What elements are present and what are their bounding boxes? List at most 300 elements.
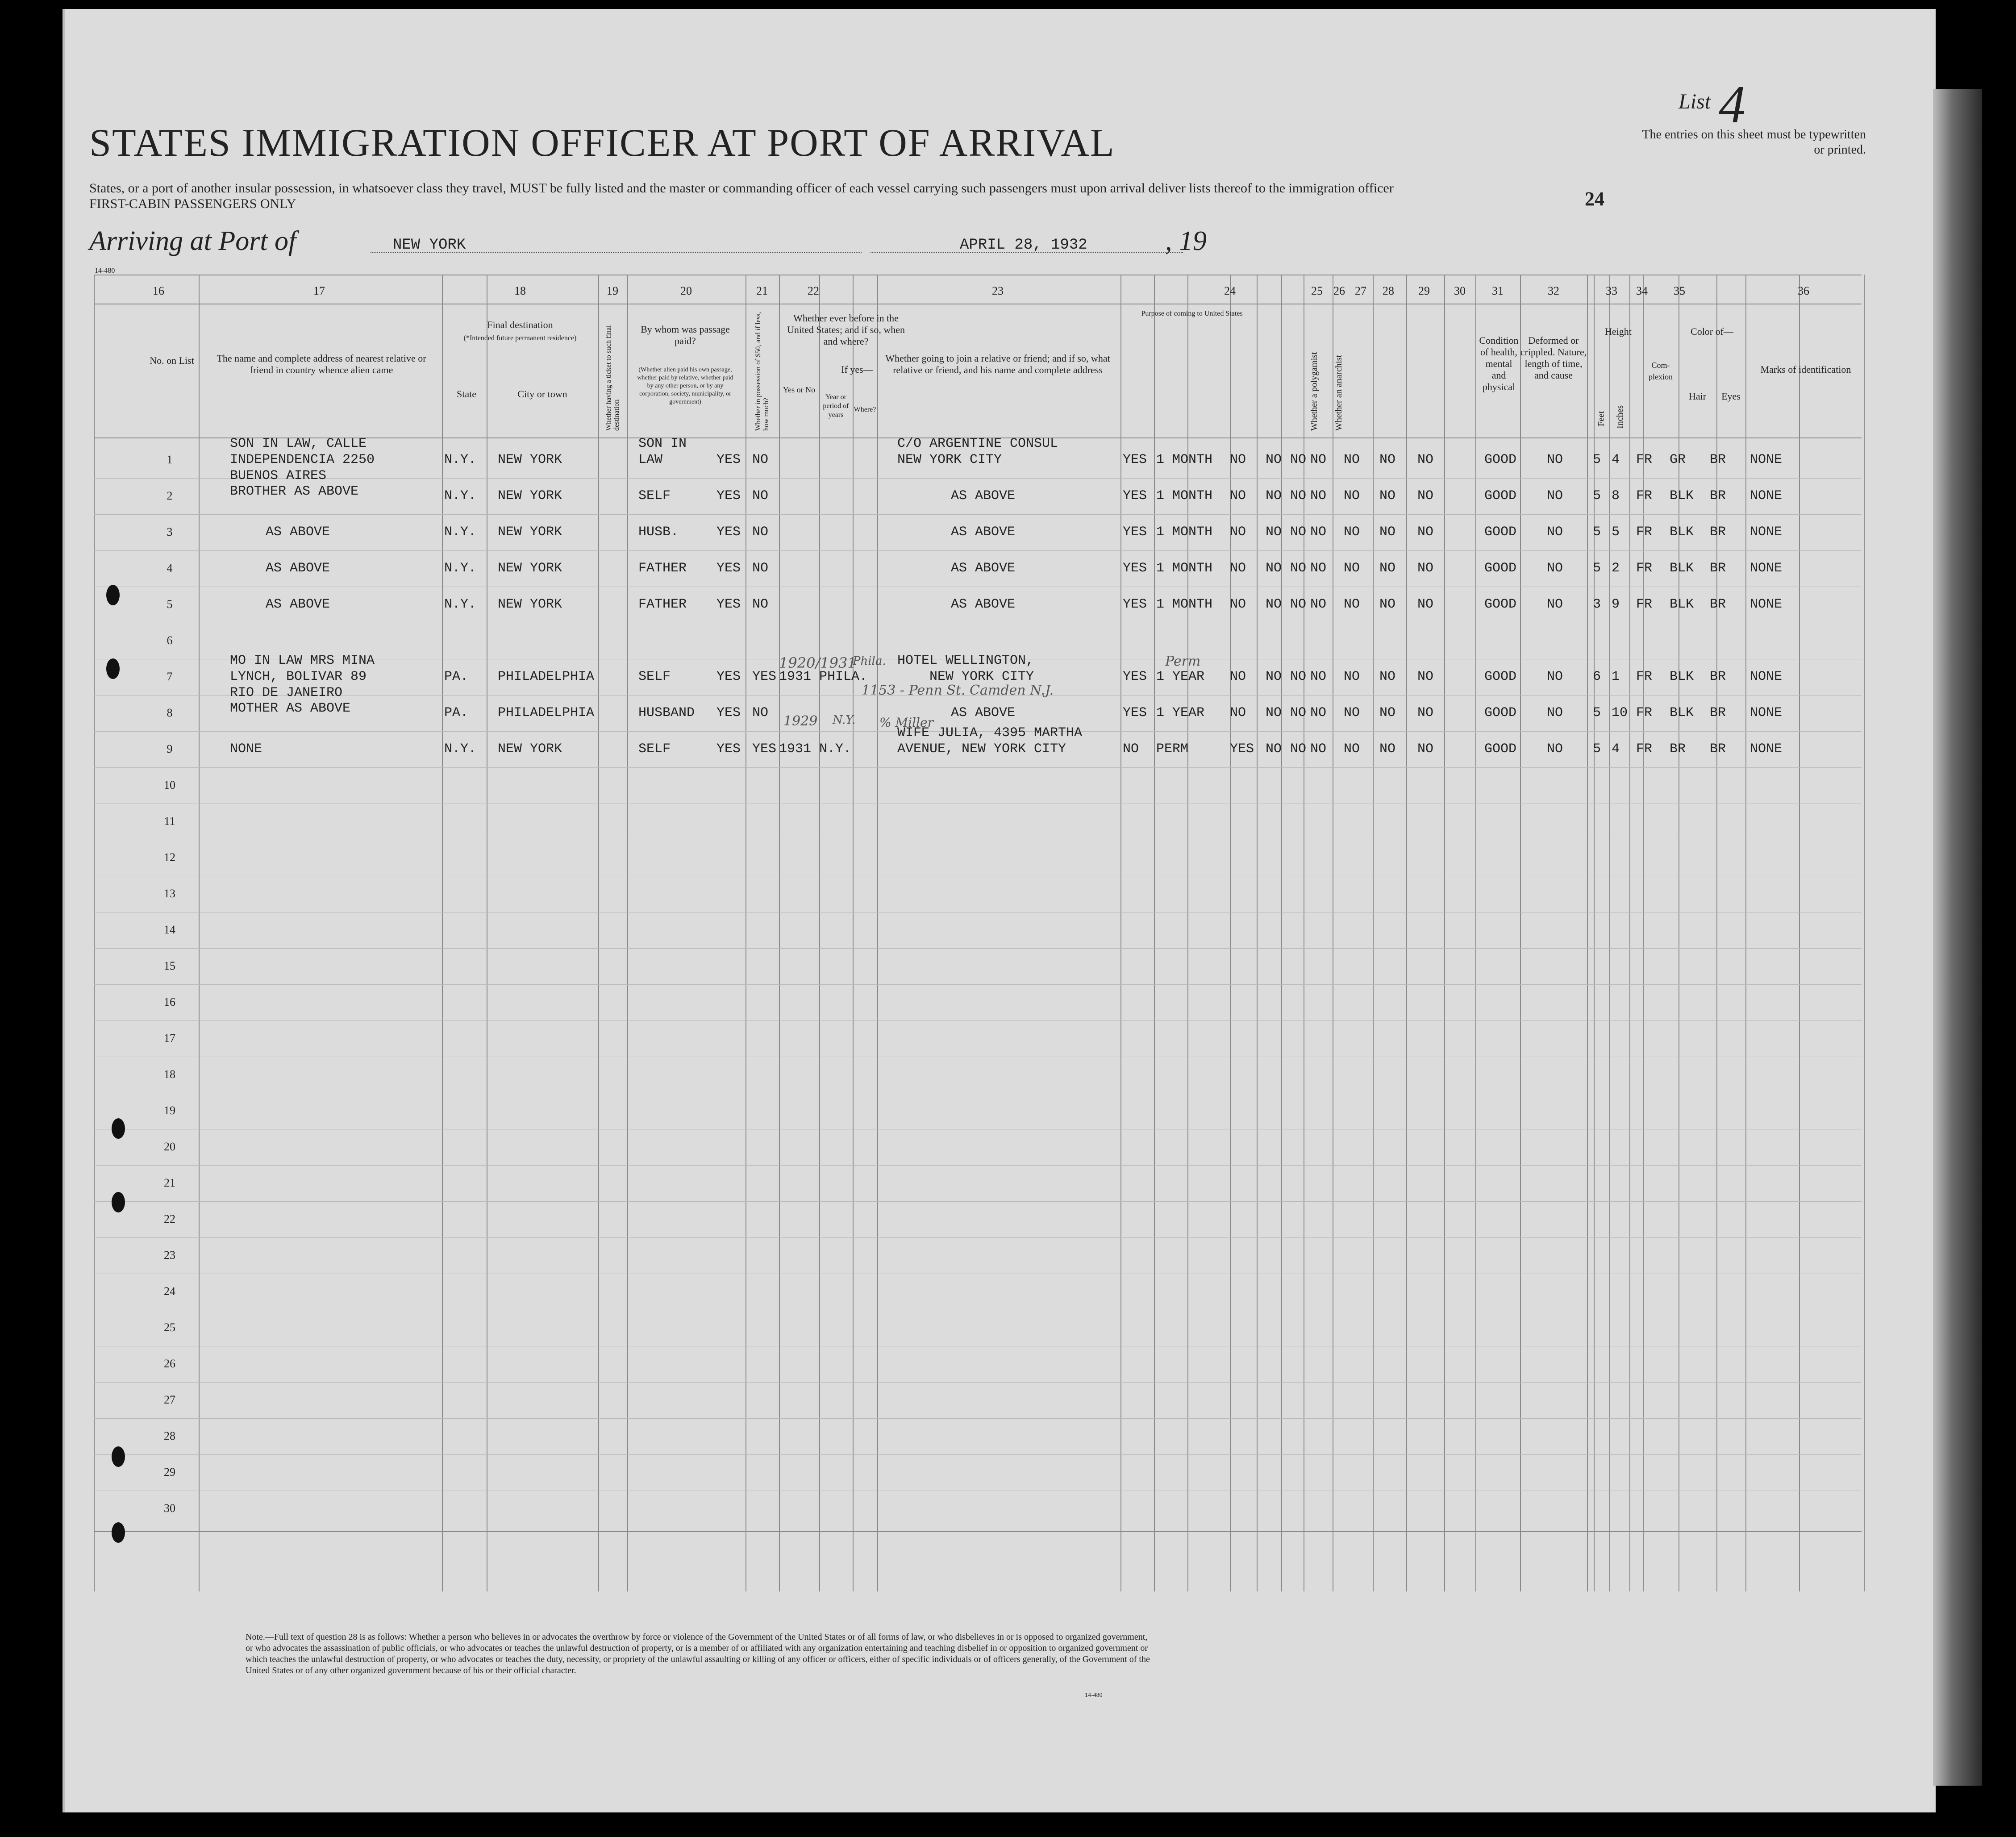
q30-cell: NO [1417, 597, 1434, 612]
column-rule [1444, 275, 1445, 1591]
city-cell: NEW YORK [498, 525, 562, 540]
state-cell: PA. [444, 705, 469, 721]
passage-paid-cell: SELF [638, 669, 671, 684]
q27-cell: NO [1310, 705, 1327, 721]
q26-cell: NO [1290, 669, 1307, 684]
column-rule [1587, 275, 1588, 1591]
length-of-stay-cell: 1 MONTH [1156, 597, 1213, 612]
ever-before-cell: NO [752, 561, 769, 576]
row-number: 5 [167, 598, 173, 611]
purpose-cell: YES [1123, 561, 1147, 576]
q26-cell: NO [1290, 488, 1307, 504]
city-cell: PHILADELPHIA [498, 705, 595, 721]
eyes-cell: BR [1710, 705, 1726, 721]
row-number: 12 [164, 851, 175, 864]
column-rule [1120, 275, 1121, 1591]
hair-cell: BLK [1670, 561, 1694, 576]
q25-cell: NO [1266, 741, 1282, 757]
row-number: 30 [164, 1502, 175, 1515]
column-rule [94, 275, 95, 1591]
ever-before-cell: NO [752, 597, 769, 612]
column-number: 31 [1492, 284, 1504, 297]
citizen-cell: NO [1230, 669, 1246, 684]
feet-cell: 5 [1593, 741, 1601, 757]
column-number: 35 [1674, 284, 1685, 297]
marks-cell: NONE [1750, 705, 1783, 721]
header-eyes: Eyes [1721, 391, 1741, 402]
state-cell: N.Y. [444, 597, 477, 612]
column-rule [1520, 275, 1521, 1591]
header-deformed: Deformed or crippled. Nature, length of time, and cause [1520, 335, 1587, 381]
column-number: 33 [1606, 284, 1617, 297]
row-number: 15 [164, 959, 175, 972]
column-rule [598, 275, 599, 1591]
marks-cell: NONE [1750, 525, 1783, 540]
table-bottom-rule [94, 1531, 1862, 1532]
row-number: 1 [167, 453, 173, 466]
ever-before-cell: NO [752, 705, 769, 721]
q29-cell: NO [1379, 561, 1396, 576]
deformed-cell: NO [1547, 452, 1563, 467]
q29-cell: NO [1379, 488, 1396, 504]
row-number: 20 [164, 1140, 175, 1153]
page-title: STATES IMMIGRATION OFFICER AT PORT OF ARRIVAL [89, 121, 1115, 165]
join-relative-cell: WIFE JULIA, 4395 MARTHA AVENUE, NEW YORK CITY [897, 725, 1083, 757]
column-rule [1230, 275, 1231, 1591]
citizen-cell: NO [1230, 452, 1246, 467]
health-cell: GOOD [1484, 741, 1517, 757]
q28-cell: NO [1344, 561, 1360, 576]
column-rule [1406, 275, 1407, 1591]
passage-paid-cell: SELF [638, 488, 671, 504]
marks-cell: NONE [1750, 741, 1783, 757]
complexion-cell: FR [1636, 597, 1653, 612]
column-number: 36 [1798, 284, 1809, 297]
eyes-cell: BR [1710, 561, 1726, 576]
inches-cell: 2 [1612, 561, 1620, 576]
cabin-class-label: FIRST-CABIN PASSENGERS ONLY [89, 196, 296, 211]
column-number: 24 [1224, 284, 1236, 297]
hair-cell: BLK [1670, 525, 1694, 540]
complexion-cell: FR [1636, 561, 1653, 576]
header-fifty-dollars: Whether in possession of $50, and if less, how much? [754, 312, 770, 431]
ever-before-cell: YES [752, 741, 777, 757]
column-rule [1643, 275, 1644, 1591]
column-number: 18 [514, 284, 526, 297]
citizen-cell: YES [1230, 741, 1254, 757]
deformed-cell: NO [1547, 525, 1563, 540]
q25-cell: NO [1266, 705, 1282, 721]
health-cell: GOOD [1484, 669, 1517, 684]
relative-cell: SON IN LAW, CALLE INDEPENDENCIA 2250 BUENOS AIRES [230, 436, 375, 483]
join-relative-cell: AS ABOVE [951, 561, 1016, 576]
purpose-cell: YES [1123, 597, 1147, 612]
feet-cell: 5 [1593, 488, 1601, 504]
join-relative-cell: AS ABOVE [951, 597, 1016, 612]
row-number: 23 [164, 1249, 175, 1262]
column-rule [1257, 275, 1258, 1591]
row-number: 13 [164, 887, 175, 900]
citizen-cell: NO [1230, 705, 1246, 721]
fifty-dollars-cell: YES [716, 452, 741, 467]
column-rule [1187, 275, 1188, 1591]
column-number: 17 [313, 284, 325, 297]
year-cell: 1931 [779, 741, 812, 757]
q26-cell: NO [1290, 597, 1307, 612]
hair-cell: BLK [1670, 488, 1694, 504]
inches-cell: 1 [1612, 669, 1620, 684]
binding-hole [112, 1192, 125, 1212]
marks-cell: NONE [1750, 452, 1783, 467]
row-rule [94, 1165, 1862, 1166]
eyes-cell: BR [1710, 488, 1726, 504]
q27-cell: NO [1310, 561, 1327, 576]
column-number: 22 [808, 284, 819, 297]
q27-cell: NO [1310, 597, 1327, 612]
passage-paid-cell: HUSB. [638, 525, 679, 540]
state-cell: N.Y. [444, 561, 477, 576]
feet-cell: 5 [1593, 452, 1601, 467]
marks-cell: NONE [1750, 597, 1783, 612]
header-passage-note: (Whether alien paid his own passage, whether paid by relative, whether paid by any other person, or by any corporation, society, municipality, or government) [637, 367, 733, 405]
eyes-cell: BR [1710, 597, 1726, 612]
where-cell: PHILA. [819, 669, 868, 684]
feet-cell: 6 [1593, 669, 1601, 684]
where-cell: N.Y. [819, 741, 852, 757]
purpose-cell: YES [1123, 705, 1147, 721]
q25-cell: NO [1266, 452, 1282, 467]
header-color-of: Color of— [1691, 326, 1733, 337]
relative-cell: AS ABOVE [266, 561, 330, 576]
inches-cell: 4 [1612, 452, 1620, 467]
column-number: 27 [1355, 284, 1366, 297]
relative-cell: AS ABOVE [266, 525, 330, 540]
q27-cell: NO [1310, 452, 1327, 467]
header-marks: Marks of identification [1760, 364, 1851, 375]
column-rule [1629, 275, 1630, 1591]
q30-cell: NO [1417, 525, 1434, 540]
complexion-cell: FR [1636, 705, 1653, 721]
q28-cell: NO [1344, 705, 1360, 721]
inches-cell: 10 [1612, 705, 1628, 721]
passage-paid-cell: FATHER [638, 597, 687, 612]
row-number: 14 [164, 923, 175, 936]
q28-cell: NO [1344, 525, 1360, 540]
hair-cell: GR [1670, 452, 1686, 467]
purpose-cell: YES [1123, 669, 1147, 684]
health-cell: GOOD [1484, 597, 1517, 612]
row-number: 24 [164, 1285, 175, 1298]
typewriter-notice: The entries on this sheet must be typewritten or printed. [1642, 128, 1866, 157]
inches-cell: 5 [1612, 525, 1620, 540]
header-final-destination: Final destination [487, 319, 553, 330]
header-passage-paid: By whom was passage paid? [641, 324, 730, 346]
health-cell: GOOD [1484, 705, 1517, 721]
purpose-cell: NO [1123, 741, 1139, 757]
row-number: 18 [164, 1068, 175, 1081]
header-join-relative: Whether going to join a relative or friend; and if so, what relative or friend, and his name and complete address [885, 353, 1110, 375]
q29-cell: NO [1379, 525, 1396, 540]
row-number: 21 [164, 1176, 175, 1189]
handwritten-where-note: Phila. [853, 654, 886, 668]
hair-cell: BLK [1670, 597, 1694, 612]
state-cell: PA. [444, 669, 469, 684]
column-number: 21 [756, 284, 768, 297]
passage-paid-cell: FATHER [638, 561, 687, 576]
q26-cell: NO [1290, 561, 1307, 576]
inches-cell: 8 [1612, 488, 1620, 504]
column-rule [627, 275, 628, 1591]
form-code: 14-480 [95, 267, 115, 275]
column-number: 23 [992, 284, 1004, 297]
q25-cell: NO [1266, 597, 1282, 612]
column-number: 16 [153, 284, 164, 297]
ever-before-cell: YES [752, 669, 777, 684]
q30-cell: NO [1417, 741, 1434, 757]
ever-before-cell: NO [752, 488, 769, 504]
ever-before-cell: NO [752, 525, 769, 540]
header-state: State [457, 388, 476, 400]
header-yes-no: Yes or No [783, 385, 816, 394]
column-rule [877, 275, 878, 1591]
column-number: 26 [1333, 284, 1345, 297]
q30-cell: NO [1417, 705, 1434, 721]
health-cell: GOOD [1484, 561, 1517, 576]
eyes-cell: BR [1710, 669, 1726, 684]
row-rule [94, 514, 1862, 515]
header-nearest-relative: The name and complete address of nearest relative or friend in country whence alien came [217, 353, 426, 375]
length-of-stay-cell: 1 MONTH [1156, 561, 1213, 576]
fifty-dollars-cell: YES [716, 597, 741, 612]
row-number: 10 [164, 779, 175, 791]
header-condition: Condition of health, mental and physical [1479, 335, 1519, 392]
header-purpose: Purpose of coming to United States [1141, 310, 1243, 317]
handwritten-join-note: % Miller [879, 715, 933, 730]
handwritten-year-note: 1920/1931 [779, 654, 857, 671]
column-rule [1594, 275, 1595, 1591]
feet-cell: 5 [1593, 525, 1601, 540]
handwritten-year-note-2: 1929 [783, 713, 818, 729]
row-number: 22 [164, 1212, 175, 1225]
handwritten-length-note: Perm [1165, 654, 1201, 669]
purpose-cell: YES [1123, 452, 1147, 467]
complexion-cell: FR [1636, 452, 1653, 467]
row-number: 27 [164, 1393, 175, 1406]
complexion-cell: FR [1636, 525, 1653, 540]
relative-cell: MOTHER AS ABOVE [230, 701, 351, 716]
row-rule [94, 948, 1862, 949]
q29-cell: NO [1379, 705, 1396, 721]
citizen-cell: NO [1230, 525, 1246, 540]
q26-cell: NO [1290, 452, 1307, 467]
list-label: List [1679, 90, 1711, 113]
marks-cell: NONE [1750, 669, 1783, 684]
fifty-dollars-cell: YES [716, 705, 741, 721]
header-year-period: Year or period of years [823, 393, 849, 419]
column-rule [199, 275, 200, 1591]
row-rule [94, 1237, 1862, 1238]
length-of-stay-cell: 1 MONTH [1156, 525, 1213, 540]
notice-text: States, or a port of another insular possession, in whatsoever class they travel, MUST be fully listed and the master or commanding officer of each vessel carrying such passengers must upon arrival deliver lists thereof to the immigration officer [89, 181, 1394, 196]
length-of-stay-cell: PERM [1156, 741, 1189, 757]
header-complexion: Com-plexion [1649, 361, 1673, 381]
citizen-cell: NO [1230, 597, 1246, 612]
q25-cell: NO [1266, 669, 1282, 684]
join-relative-cell: AS ABOVE [951, 488, 1016, 504]
column-number: 30 [1454, 284, 1466, 297]
column-number: 19 [607, 284, 618, 297]
fifty-dollars-cell: YES [716, 525, 741, 540]
header-polygamist: Whether a polygamist [1309, 352, 1319, 431]
column-rule [1864, 275, 1865, 1591]
citizen-cell: NO [1230, 561, 1246, 576]
relative-cell: MO IN LAW MRS MINA LYNCH, BOLIVAR 89 RIO DE JANEIRO [230, 653, 375, 700]
q28-cell: NO [1344, 452, 1360, 467]
q30-cell: NO [1417, 488, 1434, 504]
passage-paid-cell: SELF [638, 741, 671, 757]
row-number: 7 [167, 670, 173, 683]
length-of-stay-cell: 1 YEAR [1156, 705, 1205, 721]
q25-cell: NO [1266, 488, 1282, 504]
fifty-dollars-cell: YES [716, 488, 741, 504]
binding-hole [106, 658, 120, 679]
q27-cell: NO [1310, 488, 1327, 504]
fifty-dollars-cell: YES [716, 669, 741, 684]
row-number: 3 [167, 525, 173, 538]
q28-cell: NO [1344, 669, 1360, 684]
city-cell: NEW YORK [498, 597, 562, 612]
row-rule [94, 767, 1862, 768]
binding-hole [112, 1118, 125, 1139]
complexion-cell: FR [1636, 741, 1653, 757]
q26-cell: NO [1290, 525, 1307, 540]
row-number: 25 [164, 1321, 175, 1334]
join-relative-cell: HOTEL WELLINGTON, NEW YORK CITY [897, 653, 1034, 684]
health-cell: GOOD [1484, 452, 1517, 467]
footnote: Note.—Full text of question 28 is as follows: Whether a person who believes in or advocates the overthrow by force or violence of the Government of the United States or of all forms of law, or who disbelieves in or is opposed to organized government, or who advocates the assassination of public officials, or who advocates or teaches the unlawful destruction of property, or is a member of or affiliated with any organization entertaining and teaching disbelief in or opposition to organized government or which teaches the unlawful destruction of property, or who advocates or teaches the duty, necessity, or propriety of the unlawful assaulting or killing of any officer or officers, either of specific individuals or of officers generally, of the Government of the United States or of any other organized government because of his or their official character. [246, 1632, 1150, 1675]
handwritten-address-note: 1153 - Penn St. Camden N.J. [862, 683, 1054, 698]
relative-cell: AS ABOVE [266, 597, 330, 612]
column-rule [1475, 275, 1476, 1591]
eyes-cell: BR [1710, 452, 1726, 467]
q30-cell: NO [1417, 561, 1434, 576]
row-number: 9 [167, 742, 173, 755]
state-cell: N.Y. [444, 741, 477, 757]
row-rule [94, 1454, 1862, 1455]
column-number: 34 [1636, 284, 1648, 297]
q27-cell: NO [1310, 741, 1327, 757]
manifest-table [94, 275, 1862, 1591]
column-rule [442, 275, 443, 1591]
row-rule [94, 550, 1862, 551]
length-of-stay-cell: 1 MONTH [1156, 488, 1213, 504]
year-cell: 1931 [779, 669, 812, 684]
join-relative-cell: AS ABOVE [951, 705, 1016, 721]
row-number: 17 [164, 1032, 175, 1045]
header-hair: Hair [1688, 391, 1707, 402]
health-cell: GOOD [1484, 488, 1517, 504]
column-rule [1716, 275, 1717, 1591]
binding-hole [112, 1446, 125, 1467]
passage-paid-cell: HUSBAND [638, 705, 695, 721]
state-cell: N.Y. [444, 525, 477, 540]
q27-cell: NO [1310, 525, 1327, 540]
inches-cell: 9 [1612, 597, 1620, 612]
passage-paid-cell: SON IN LAW [638, 436, 687, 467]
citizen-cell: NO [1230, 488, 1246, 504]
city-cell: PHILADELPHIA [498, 669, 595, 684]
binding-hole [112, 1522, 125, 1543]
handwritten-where-note-2: N.Y. [833, 713, 856, 727]
column-rule [1745, 275, 1746, 1591]
column-rule [1154, 275, 1155, 1591]
join-relative-cell: C/O ARGENTINE CONSUL NEW YORK CITY [897, 436, 1058, 467]
header-city: City or town [517, 388, 567, 400]
marks-cell: NONE [1750, 561, 1783, 576]
row-number: 4 [167, 562, 173, 575]
deformed-cell: NO [1547, 561, 1563, 576]
city-cell: NEW YORK [498, 741, 562, 757]
column-rule [853, 275, 854, 1591]
header-if-yes: If yes— [841, 364, 873, 375]
header-ever-before: Whether ever before in the United States; and if so, when and where? [787, 312, 905, 347]
row-number: 6 [167, 634, 173, 647]
city-cell: NEW YORK [498, 488, 562, 504]
state-cell: N.Y. [444, 452, 477, 467]
feet-cell: 5 [1593, 561, 1601, 576]
row-number: 26 [164, 1357, 175, 1370]
q27-cell: NO [1310, 669, 1327, 684]
hair-cell: BLK [1670, 669, 1694, 684]
hair-cell: BR [1670, 741, 1686, 757]
deformed-cell: NO [1547, 669, 1563, 684]
feet-cell: 5 [1593, 705, 1601, 721]
header-no-on-list: No. on List [150, 355, 194, 366]
port-label: Arriving at Port of [89, 226, 296, 256]
footnote-code: 14-480 [1085, 1692, 1103, 1699]
column-rule [1373, 275, 1374, 1591]
purpose-cell: YES [1123, 525, 1147, 540]
deformed-cell: NO [1547, 597, 1563, 612]
purpose-cell: YES [1123, 488, 1147, 504]
q29-cell: NO [1379, 669, 1396, 684]
length-of-stay-cell: 1 YEAR [1156, 669, 1205, 684]
q26-cell: NO [1290, 705, 1307, 721]
city-cell: NEW YORK [498, 561, 562, 576]
city-cell: NEW YORK [498, 452, 562, 467]
deformed-cell: NO [1547, 705, 1563, 721]
header-height: Height [1605, 326, 1632, 337]
q29-cell: NO [1379, 597, 1396, 612]
header-ticket: Whether having a ticket to such final destination [605, 325, 621, 431]
port-value: NEW YORK [393, 237, 466, 254]
q28-cell: NO [1344, 597, 1360, 612]
marks-cell: NONE [1750, 488, 1783, 504]
health-cell: GOOD [1484, 525, 1517, 540]
column-rule [1799, 275, 1800, 1591]
row-rule [94, 1418, 1862, 1419]
deformed-cell: NO [1547, 741, 1563, 757]
length-of-stay-cell: 1 MONTH [1156, 452, 1213, 467]
eyes-cell: BR [1710, 741, 1726, 757]
q25-cell: NO [1266, 561, 1282, 576]
row-number: 11 [164, 815, 175, 828]
q30-cell: NO [1417, 669, 1434, 684]
q28-cell: NO [1344, 488, 1360, 504]
row-number: 16 [164, 996, 175, 1008]
row-rule [94, 984, 1862, 985]
header-anarchist: Whether an anarchist [1334, 355, 1344, 431]
